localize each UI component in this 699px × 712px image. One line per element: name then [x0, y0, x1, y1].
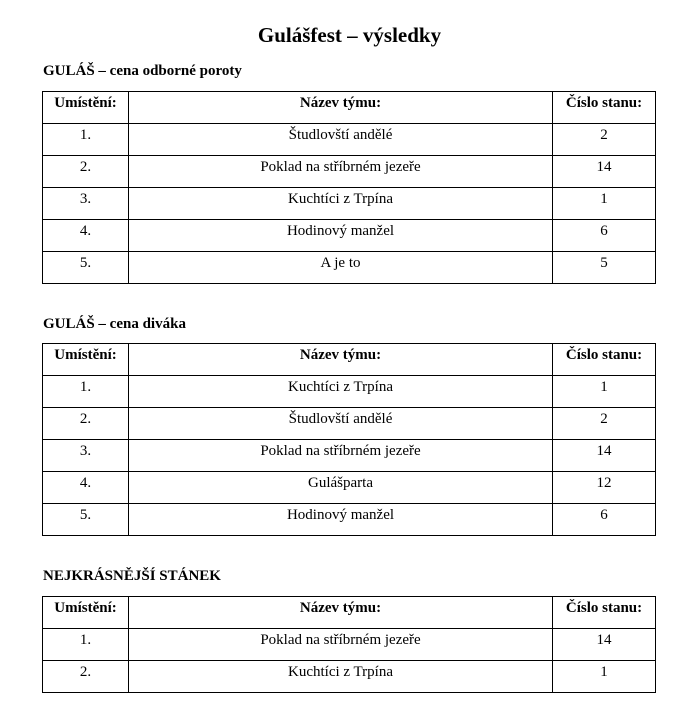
results-table-nicest-stand [42, 596, 656, 693]
cell-stand: 6 [553, 220, 656, 252]
cell-team: Študlovští andělé [129, 124, 553, 156]
cell-stand: 14 [553, 629, 656, 661]
cell-team: Hodinový manžel [129, 504, 553, 536]
cell-team: A je to [129, 252, 553, 284]
table-row [43, 440, 656, 472]
table-row [43, 156, 656, 188]
table-header-row [43, 92, 656, 124]
cell-stand: 6 [553, 504, 656, 536]
cell-team: Kuchtíci z Trpína [129, 661, 553, 693]
table-header-row [43, 597, 656, 629]
cell-place: 1. [43, 124, 129, 156]
cell-team: Hodinový manžel [129, 220, 553, 252]
table-row [43, 376, 656, 408]
table-row [43, 661, 656, 693]
cell-place: 4. [43, 472, 129, 504]
column-header-team: Název týmu: [129, 92, 553, 124]
section-heading-expert-jury: GULÁŠ – cena odborné poroty [43, 63, 242, 79]
cell-place: 1. [43, 629, 129, 661]
table-header-row [43, 344, 656, 376]
column-header-team: Název týmu: [129, 597, 553, 629]
cell-team: Kuchtíci z Trpína [129, 188, 553, 220]
column-header-place: Umístění: [43, 344, 129, 376]
cell-team: Študlovští andělé [129, 408, 553, 440]
cell-place: 3. [43, 440, 129, 472]
cell-place: 2. [43, 661, 129, 693]
section-heading-nicest-stand: NEJKRÁSNĚJŠÍ STÁNEK [43, 568, 221, 584]
cell-stand: 14 [553, 440, 656, 472]
table-row [43, 629, 656, 661]
results-table-audience [42, 343, 656, 536]
cell-team: Poklad na stříbrném jezeře [129, 156, 553, 188]
column-header-stand: Číslo stanu: [553, 92, 656, 124]
cell-team: Kuchtíci z Trpína [129, 376, 553, 408]
table-row [43, 124, 656, 156]
table-row [43, 472, 656, 504]
cell-team: Gulášparta [129, 472, 553, 504]
cell-place: 5. [43, 504, 129, 536]
cell-stand: 1 [553, 661, 656, 693]
page-title: Gulášfest – výsledky [257, 23, 442, 47]
column-header-stand: Číslo stanu: [553, 597, 656, 629]
section-heading-audience: GULÁŠ – cena diváka [43, 316, 186, 332]
column-header-team: Název týmu: [129, 344, 553, 376]
cell-stand: 12 [553, 472, 656, 504]
cell-place: 2. [43, 408, 129, 440]
cell-team: Poklad na stříbrném jezeře [129, 440, 553, 472]
column-header-place: Umístění: [43, 92, 129, 124]
cell-place: 2. [43, 156, 129, 188]
table-row [43, 408, 656, 440]
table-row [43, 220, 656, 252]
cell-place: 4. [43, 220, 129, 252]
table-row [43, 504, 656, 536]
table-row [43, 188, 656, 220]
cell-place: 1. [43, 376, 129, 408]
cell-place: 5. [43, 252, 129, 284]
cell-stand: 2 [553, 124, 656, 156]
cell-stand: 1 [553, 376, 656, 408]
table-row [43, 252, 656, 284]
column-header-place: Umístění: [43, 597, 129, 629]
results-table-expert-jury [42, 91, 656, 284]
cell-stand: 1 [553, 188, 656, 220]
cell-place: 3. [43, 188, 129, 220]
cell-team: Poklad na stříbrném jezeře [129, 629, 553, 661]
cell-stand: 5 [553, 252, 656, 284]
column-header-stand: Číslo stanu: [553, 344, 656, 376]
cell-stand: 2 [553, 408, 656, 440]
cell-stand: 14 [553, 156, 656, 188]
